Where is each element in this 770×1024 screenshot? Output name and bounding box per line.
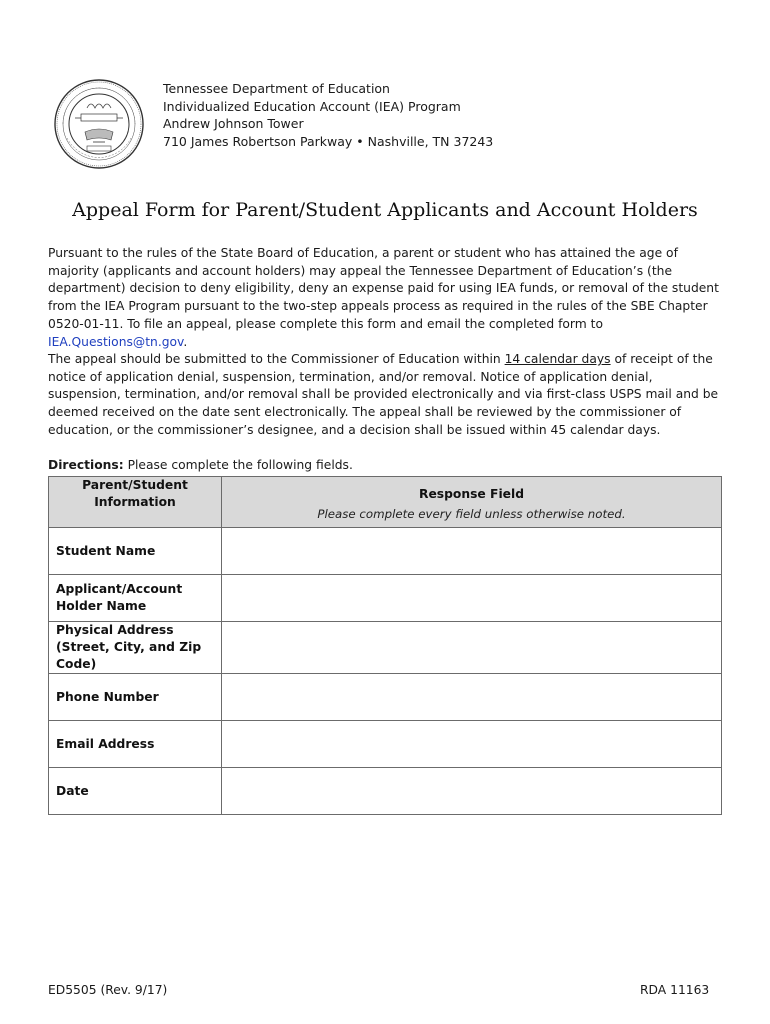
table-header-row — [49, 477, 722, 528]
intro-end: . — [183, 334, 188, 349]
col-header-response — [222, 477, 722, 528]
table-row — [49, 575, 722, 622]
response-field-title: Response Field — [418, 487, 525, 501]
date-label: Date — [49, 768, 222, 815]
table-row — [49, 768, 722, 815]
table-row — [49, 622, 722, 674]
directions-label: Directions: — [48, 458, 124, 472]
response-field-instructions: Please complete every field unless otherwise noted. — [317, 507, 626, 521]
header-line-program: Individualized Education Account (IEA) Program — [163, 98, 461, 114]
phone-number-field[interactable] — [222, 674, 722, 721]
submission-text-after: of receipt of the notice of application denial, suspension, termination, and/or removal. Notice of application denial, suspension, termination, and/or removal shall be provided electronically and via first-class USPS mail and be deemed received on the date sent electronically. The appeal shall be reviewed by the commissioner of education, or the commissioner’s designee, and a decision shall be issued within 45 calendar days. — [48, 352, 719, 437]
submission-text-before: The appeal should be submitted to the Commissioner of Education within — [48, 352, 505, 366]
account-holder-name-field[interactable] — [222, 575, 722, 622]
student-name-field[interactable] — [222, 528, 722, 575]
account-holder-name-label: Applicant/Account Holder Name — [49, 575, 222, 622]
table-row — [49, 528, 722, 575]
directions-text: Please complete the following fields. — [123, 458, 353, 472]
date-field[interactable] — [222, 768, 722, 815]
physical-address-field[interactable] — [222, 622, 722, 674]
email-address-field[interactable] — [222, 721, 722, 768]
rda-number: RDA 11163 — [640, 983, 710, 997]
directions — [48, 458, 353, 472]
email-link[interactable]: IEA.Questions@tn.gov — [48, 334, 184, 349]
header-line-address: 710 James Robertson Parkway • Nashville, TN 37243 — [163, 133, 494, 149]
table-row — [49, 674, 722, 721]
submission-paragraph — [48, 351, 723, 440]
page-title: Appeal Form for Parent/Student Applicants and Account Holders — [72, 199, 698, 221]
intro-text: Pursuant to the rules of the State Board of Education, a parent or student who has attained the age of majority (applicants and account holders) may appeal the Tennessee Department of Education’s (the department) decision to deny eligibility, deny an expense paid for using IEA funds, or removal of the student from the IEA Program pursuant to the two-step appeals process as required in the rules of the SBE Chapter 0520-01-11. To file an appeal, please complete this form and email the completed form to — [48, 246, 719, 331]
state-seal-logo — [53, 78, 145, 170]
header-line-department: Tennessee Department of Education — [163, 81, 390, 96]
table-row — [49, 721, 722, 768]
department-header — [163, 80, 493, 150]
intro-paragraph — [48, 245, 723, 351]
email-address-label: Email Address — [49, 721, 222, 768]
deadline-underlined: 14 calendar days — [504, 352, 611, 366]
physical-address-label: Physical Address (Street, City, and Zip Code) — [49, 622, 222, 674]
header-line-building: Andrew Johnson Tower — [163, 116, 304, 131]
col-header-information: Parent/Student Information — [49, 477, 222, 528]
form-number: ED5505 (Rev. 9/17) — [48, 983, 168, 997]
student-name-label: Student Name — [49, 528, 222, 575]
appeal-form-table — [48, 476, 722, 815]
phone-number-label: Phone Number — [49, 674, 222, 721]
